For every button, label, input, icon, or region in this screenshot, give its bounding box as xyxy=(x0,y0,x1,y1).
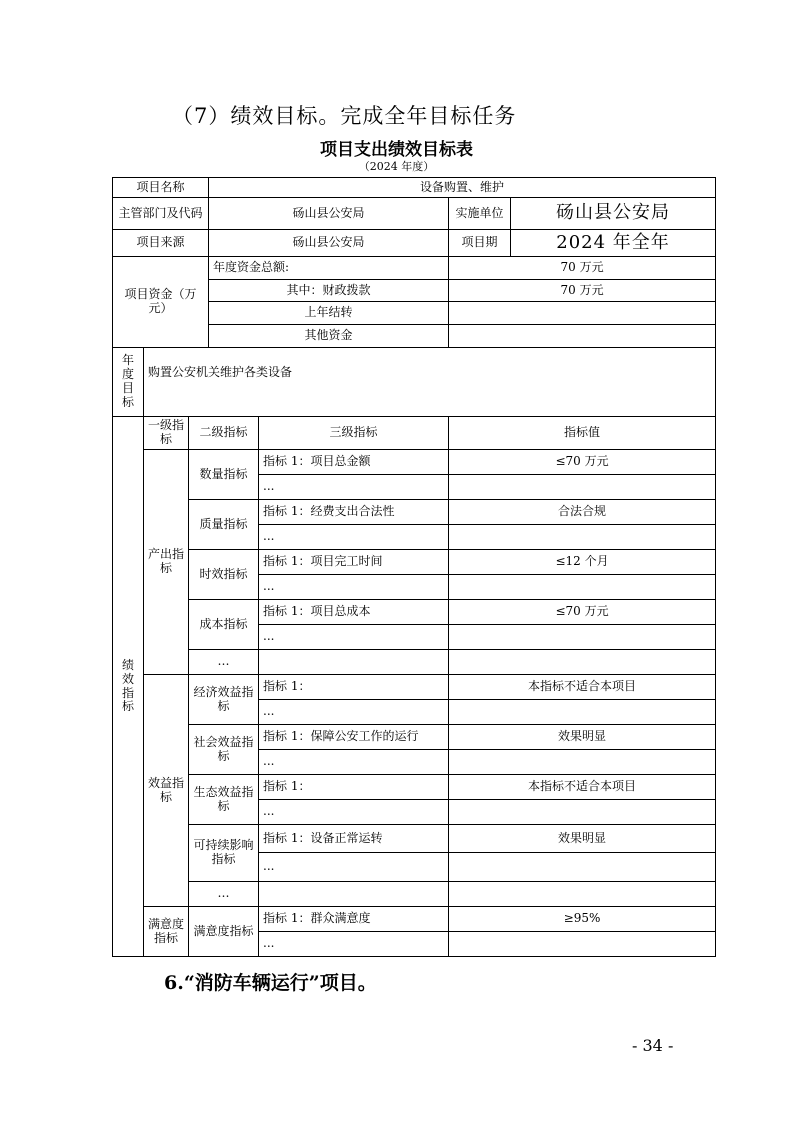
timeliness-indicator: 指标 1：项目完工时间 xyxy=(259,550,449,575)
funds-label: 项目资金（万元） xyxy=(113,257,209,348)
quantity-more-value xyxy=(449,475,716,500)
period-label: 项目期 xyxy=(449,230,511,257)
ecological-value: 本指标不适合本项目 xyxy=(449,775,716,800)
cost-label: 成本指标 xyxy=(189,600,259,650)
cost-value: ≤70 万元 xyxy=(449,600,716,625)
social-label: 社会效益指标 xyxy=(189,725,259,775)
impl-unit-value: 砀山县公安局 xyxy=(511,198,716,230)
cost-more: ... xyxy=(259,625,449,650)
funds-total-label: 年度资金总额: xyxy=(209,257,449,280)
dept-label: 主管部门及代码 xyxy=(113,198,209,230)
table-title: 项目支出绩效目标表 xyxy=(320,140,473,160)
level1-header: 一级指标 xyxy=(144,417,189,450)
benefit-more-indicator xyxy=(259,882,449,907)
satisfaction-indicator: 指标 1：群众满意度 xyxy=(259,907,449,932)
output-more-indicator xyxy=(259,650,449,675)
economic-more-value xyxy=(449,700,716,725)
funds-fiscal-value: 70 万元 xyxy=(449,280,716,302)
timeliness-more: ... xyxy=(259,575,449,600)
social-indicator: 指标 1：保障公安工作的运行 xyxy=(259,725,449,750)
quality-more: ... xyxy=(259,525,449,550)
ecological-more: ... xyxy=(259,800,449,825)
cost-more-value xyxy=(449,625,716,650)
output-more: … xyxy=(189,650,259,675)
sustainable-value: 效果明显 xyxy=(449,825,716,853)
economic-more: ... xyxy=(259,700,449,725)
satisfaction-level2-label: 满意度指标 xyxy=(189,907,259,957)
benefit-more-value xyxy=(449,882,716,907)
funds-carryover-value xyxy=(449,302,716,325)
period-value: 2024 年全年 xyxy=(511,230,716,257)
source-label: 项目来源 xyxy=(113,230,209,257)
satisfaction-value: ≥95% xyxy=(449,907,716,932)
table-subtitle: （2024 年度） xyxy=(358,160,435,173)
quantity-label: 数量指标 xyxy=(189,450,259,500)
impl-unit-label: 实施单位 xyxy=(449,198,511,230)
funds-carryover-label: 上年结转 xyxy=(209,302,449,325)
perf-label: 绩效指标 xyxy=(113,417,144,957)
funds-other-label: 其他资金 xyxy=(209,325,449,348)
sustainable-indicator: 指标 1：设备正常运转 xyxy=(259,825,449,853)
satisfaction-more-value xyxy=(449,932,716,957)
satisfaction-more: ... xyxy=(259,932,449,957)
output-more-value xyxy=(449,650,716,675)
funds-fiscal-label: 其中：财政拨款 xyxy=(209,280,449,302)
benefit-label: 效益指标 xyxy=(144,675,189,907)
ecological-indicator: 指标 1： xyxy=(259,775,449,800)
source-value: 砀山县公安局 xyxy=(209,230,449,257)
social-more-value xyxy=(449,750,716,775)
quality-label: 质量指标 xyxy=(189,500,259,550)
funds-other-value xyxy=(449,325,716,348)
dept-value: 砀山县公安局 xyxy=(209,198,449,230)
benefit-more: … xyxy=(189,882,259,907)
level2-header: 二级指标 xyxy=(189,417,259,450)
timeliness-value: ≤12 个月 xyxy=(449,550,716,575)
sustainable-label: 可持续影响指标 xyxy=(189,825,259,882)
timeliness-more-value xyxy=(449,575,716,600)
economic-value: 本指标不适合本项目 xyxy=(449,675,716,700)
quantity-indicator: 指标 1：项目总金额 xyxy=(259,450,449,475)
value-header: 指标值 xyxy=(449,417,716,450)
timeliness-label: 时效指标 xyxy=(189,550,259,600)
performance-target-table xyxy=(112,177,716,957)
section-heading: （7）绩效目标。完成全年目标任务 xyxy=(172,104,517,128)
annual-goal-value: 购置公安机关维护各类设备 xyxy=(144,348,716,417)
quality-value: 合法合规 xyxy=(449,500,716,525)
project-name-label: 项目名称 xyxy=(113,178,209,198)
satisfaction-level1-label: 满意度指标 xyxy=(144,907,189,957)
funds-total-value: 70 万元 xyxy=(449,257,716,280)
quality-indicator: 指标 1：经费支出合法性 xyxy=(259,500,449,525)
quality-more-value xyxy=(449,525,716,550)
section-6-heading: 6.“消防车辆运行”项目。 xyxy=(164,972,377,994)
ecological-more-value xyxy=(449,800,716,825)
output-label: 产出指标 xyxy=(144,450,189,675)
sustainable-more-value xyxy=(449,853,716,882)
sustainable-more: ... xyxy=(259,853,449,882)
page-number: - 34 - xyxy=(632,1036,674,1055)
level3-header: 三级指标 xyxy=(259,417,449,450)
cost-indicator: 指标 1：项目总成本 xyxy=(259,600,449,625)
annual-goal-label: 年度目标 xyxy=(113,348,144,417)
quantity-value: ≤70 万元 xyxy=(449,450,716,475)
social-value: 效果明显 xyxy=(449,725,716,750)
quantity-more: ... xyxy=(259,475,449,500)
economic-indicator: 指标 1： xyxy=(259,675,449,700)
economic-label: 经济效益指标 xyxy=(189,675,259,725)
project-name-value: 设备购置、维护 xyxy=(209,178,716,198)
ecological-label: 生态效益指标 xyxy=(189,775,259,825)
social-more: ... xyxy=(259,750,449,775)
